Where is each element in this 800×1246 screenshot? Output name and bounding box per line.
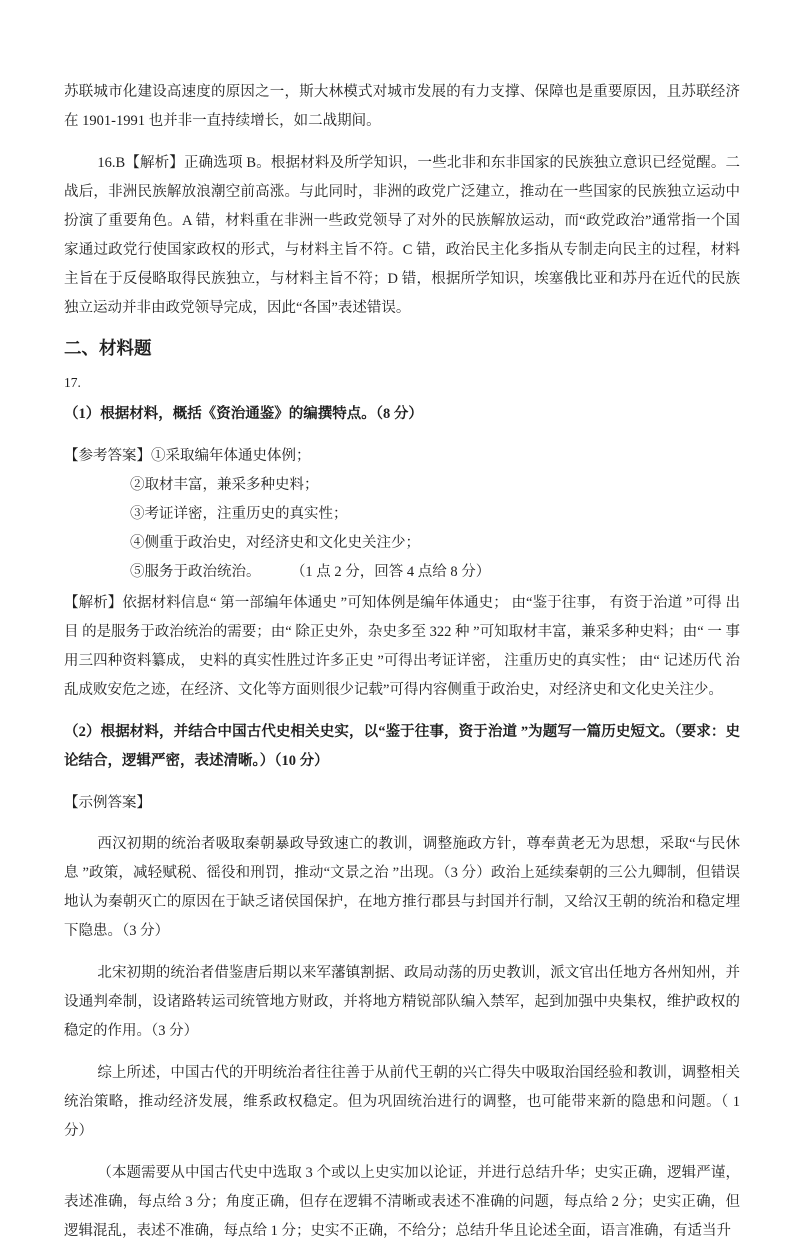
reference-answer-point-3: ③考证详密，注重历史的真实性； xyxy=(130,506,348,522)
reference-answer-label: 【参考答案】 xyxy=(64,448,151,464)
question-17-number: 17. xyxy=(64,375,81,390)
paragraph-q15-continuation: 苏联城市化建设高速度的原因之一，斯大林模式对城市发展的有力支撑、保障也是重要原因，且苏联经济在 1901-1991 也并非一直持续增长，如二战期间。 xyxy=(64,84,740,129)
sample-answer-paragraph-conclusion: 综上所述，中国古代的开明统治者往往善于从前代王朝的兴亡得失中吸取治国经验和教训，调整相关统治策略，推动经济发展，维系政权稳定。但为巩固统治进行的调整，也可能带来新的隐患和问题。（ 1 分） xyxy=(64,1065,744,1139)
sample-answer-paragraph-western-han: 西汉初期的统治者吸取秦朝暴政导致速亡的教训，调整施政方针，尊奉黄老无为思想，采取“与民休息 ”政策，减轻赋税、徭役和刑罚，推动“文景之治 ”出现。（3 分）政治上延续秦朝的三公九卿制，但错误地认为秦朝灭亡的原因在于缺乏诸侯国保护，在地方推行郡县与封国并行制，又给汉王朝的统治和稳定埋下隐患。（3 分） xyxy=(64,836,740,939)
sample-answer-paragraph-northern-song: 北宋初期的统治者借鉴唐后期以来军藩镇割据、政局动荡的历史教训，派文官出任地方各州知州，并设通判牵制，设诸路转运司统管地方财政，并将地方精锐部队编入禁军，起到加强中央集权，维护政权的稳定的作用。（3 分） xyxy=(64,965,740,1039)
paragraph-q16-analysis: 16.B【解析】正确选项 B。根据材料及所学知识，一些北非和东非国家的民族独立意识已经觉醒。二战后，非洲民族解放浪潮空前高涨。与此同时，非洲的政党广泛建立，推动在一些国家的民族独立运动中扮演了重要角色。A 错，材料重在非洲一些政党领导了对外的民族解放运动，而“政党政治”通常指一个国家通过政党行使国家政权的形式，与材料主旨不符。C 错，政治民主化多指从专制走向民主的过程，材料主旨在于反侵略取得民族独立，与材料主旨不符；D 错，根据所学知识，埃塞俄比亚和苏丹在近代的民族独立运动并非由政党领导完成，因此“各国”表述错误。 xyxy=(64,155,740,316)
q17-part1-reference-answer xyxy=(64,442,740,587)
reference-answer-score-note: （1 点 2 分，回答 4 点给 8 分） xyxy=(298,564,491,580)
reference-answer-point-4: ④侧重于政治史，对经济史和文化史关注少； xyxy=(130,535,420,551)
reference-answer-point-5: ⑤服务于政治统治。 xyxy=(130,564,261,580)
section-heading-material-questions: 二、材料题 xyxy=(64,338,152,358)
reference-answer-line-1 xyxy=(64,442,740,471)
q17-part2-question: （2）根据材料，并结合中国古代史相关史实，以“鉴于往事，资于治道 ”为题写一篇历史短文。（要求：史论结合，逻辑严密，表述清晰。）（10 分） xyxy=(64,724,740,769)
reference-answer-line-5 xyxy=(64,558,740,587)
reference-answer-point-2: ②取材丰富，兼采多种史料； xyxy=(130,477,319,493)
sample-answer-label: 【示例答案】 xyxy=(64,795,151,811)
q17-part1-question: （1）根据材料，概括《资治通鉴》的编撰特点。（8 分） xyxy=(64,406,423,422)
reference-answer-point-1: ①采取编年体通史体例； xyxy=(151,448,311,464)
sample-answer-paragraph-scoring-rubric: （本题需要从中国古代史中选取 3 个或以上史实加以论证，并进行总结升华；史实正确，逻辑严谨，表述准确，每点给 3 分；角度正确，但存在逻辑不清晰或表述不准确的问题，每点给 2 分；史实正确，但逻辑混乱，表述不准确，每点给 1 分；史实不正确，不给分；总结升华且论述全面，语言准确，有适当升 xyxy=(64,1165,740,1239)
q17-part1-analysis: 【解析】依据材料信息“ 第一部编年体通史 ”可知体例是编年体通史； 由“鉴于往事， 有资于治道 ”可得 出目 的是服务于政治统治的需要；由“ 除正史外，杂史多至 322 种 ”可知取材丰富，兼采多种史料；由“ 一 事用三四种资料纂成， 史料的真实性胜过许多正史 ”可得出考证详密， 注重历史的真实性； 由“ 记述历代 治乱成败安危之迹，在经济、文化等方面则很少记载”可得内容侧重于政治史，对经济史和文化史关注少。 xyxy=(64,595,740,698)
